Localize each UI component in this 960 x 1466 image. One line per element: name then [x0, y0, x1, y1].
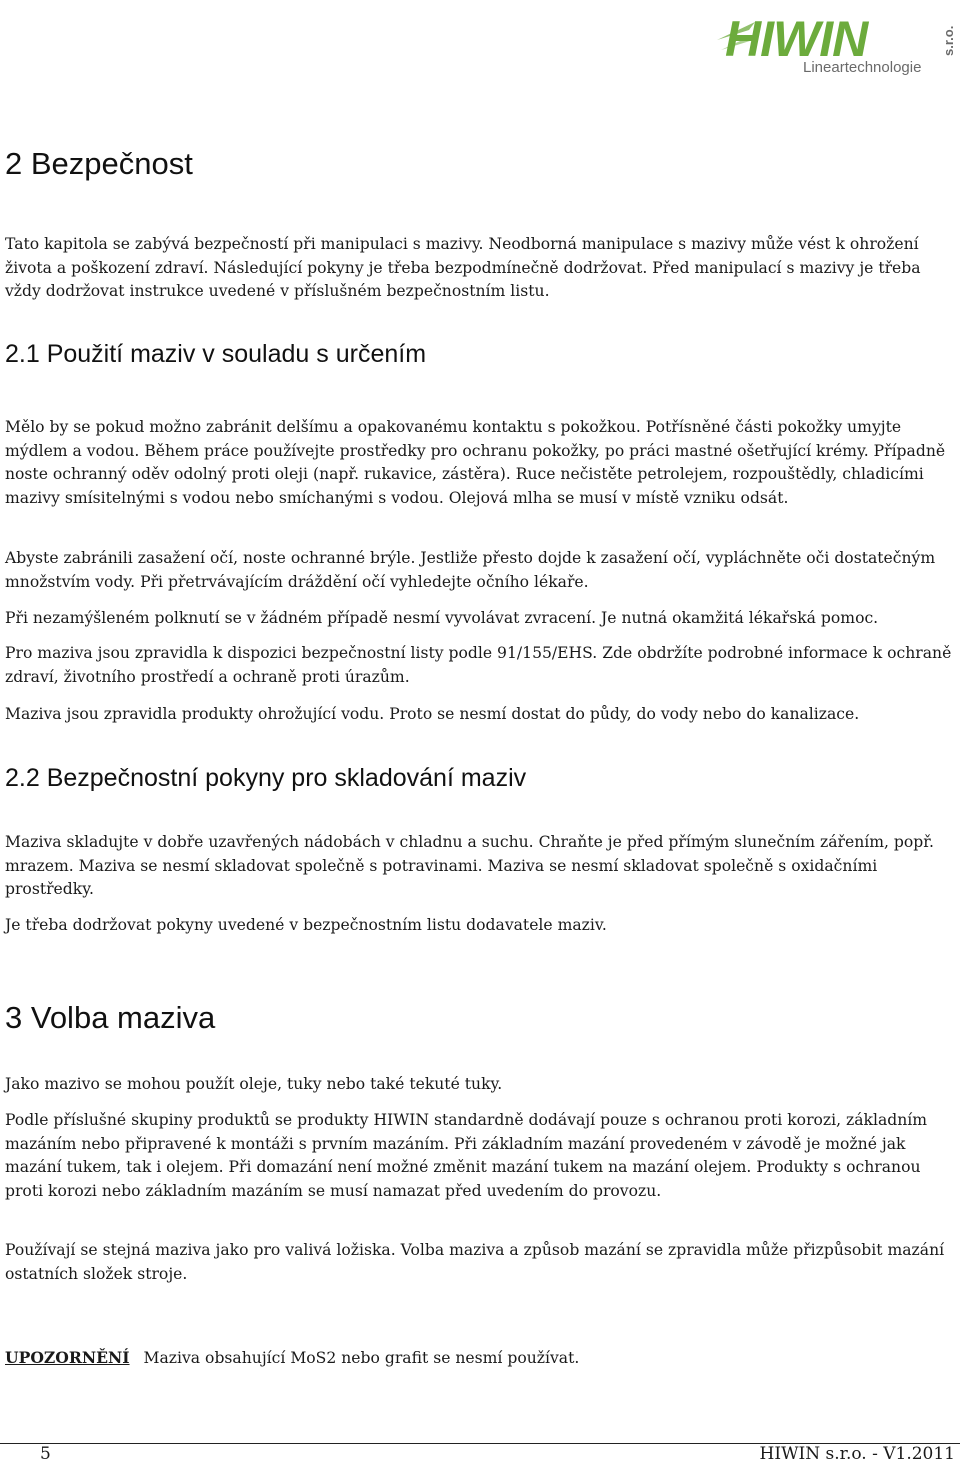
section-2-heading: 2 Bezpečnost: [5, 146, 193, 181]
warning-label: UPOZORNĚNÍ: [5, 1348, 130, 1367]
section-2-2-heading: 2.2 Bezpečnostní pokyny pro skladování maziv: [5, 764, 527, 792]
section-3-paragraph: Používají se stejná maziva jako pro valivá ložiska. Volba maziva a způsob mazání se zpravidla může přizpůsobit mazání ostatních složek stroje.: [5, 1241, 945, 1283]
section-2-2-paragraph: Je třeba dodržovat pokyny uvedené v bezpečnostním listu dodavatele maziv.: [5, 916, 607, 934]
section-3-paragraph: Jako mazivo se mohou použít oleje, tuky nebo také tekuté tuky.: [5, 1075, 503, 1093]
footer-document-id: HIWIN s.r.o. - V1.2011: [759, 1444, 955, 1464]
section-2-1-heading: 2.1 Použití maziv v souladu s určením: [5, 340, 427, 368]
page-number: 5: [40, 1444, 51, 1464]
section-2-2-paragraph: Maziva skladujte v dobře uzavřených nádobách v chladnu a suchu. Chraňte je před přímým slunečním zářením, popř. mrazem. Maziva se nesmí skladovat společně s potravinami. Maziva se nesmí skladovat společně s oxidačními prostředky.: [5, 833, 934, 898]
section-2-intro: Tato kapitola se zabývá bezpečností při manipulaci s mazivy. Neodborná manipulace s mazivy může vést k ohrožení života a poškození zdraví. Následující pokyny je třeba bezpodmínečně dodržovat. Před manipulací s mazivy je třeba vždy dodržovat instrukce uvedené v příslušném bezpečnostním listu.: [5, 235, 921, 300]
section-2-1-paragraph: Při nezamýšleném polknutí se v žádném případě nesmí vyvolávat zvracení. Je nutná okamžitá lékařská pomoc.: [5, 609, 879, 627]
section-3-heading: 3 Volba maziva: [5, 1000, 216, 1035]
logo-tagline: Lineartechnologie: [803, 59, 922, 76]
warning-text: Maziva obsahující MoS2 nebo grafit se nesmí používat.: [143, 1349, 580, 1367]
warning-notice: [5, 1346, 579, 1371]
hiwin-logo: [715, 2, 960, 78]
section-2-1-paragraph: Mělo by se pokud možno zabránit delšímu a opakovanému kontaktu s pokožkou. Potřísněné části pokožky umyjte mýdlem a vodou. Během práce používejte prostředky pro ochranu pokožky, po práci mastné ošetřující krémy. Případně noste ochranný oděv odolný proti oleji (např. rukavice, zástěra). Ruce nečistěte petrolejem, rozpouštědly, chladicími mazivy smísitelnými s vodou nebo smíchanými s vodou. Olejová mlha se musí v místě vzniku odsát.: [5, 418, 946, 507]
section-2-1-paragraph: Abyste zabránili zasažení očí, noste ochranné brýle. Jestliže přesto dojde k zasažení očí, vypláchněte oči dostatečným množstvím vody. Při přetrvávajícím dráždění očí vyhledejte očního lékaře.: [5, 549, 936, 591]
logo-wordmark: HIWIN: [725, 11, 868, 67]
logo-sro: s.r.o.: [941, 25, 956, 56]
section-2-1-paragraph: Pro maziva jsou zpravidla k dispozici bezpečnostní listy podle 91/155/EHS. Zde obdržíte podrobné informace k ochraně zdraví, životního prostředí a ochraně proti úrazům.: [5, 644, 952, 686]
section-2-1-paragraph: Maziva jsou zpravidla produkty ohrožující vodu. Proto se nesmí dostat do půdy, do vody nebo do kanalizace.: [5, 705, 860, 723]
section-3-paragraph: Podle příslušné skupiny produktů se produkty HIWIN standardně dodávají pouze s ochranou proti korozi, základním mazáním nebo připravené k montáži s prvním mazáním. Při základním mazání provedeném v závodě je možné jak mazání tukem, tak i olejem. Při domazání není možné změnit mazání tukem na mazání olejem. Produkty s ochranou proti korozi nebo základním mazáním se musí namazat před uvedením do provozu.: [5, 1111, 928, 1200]
